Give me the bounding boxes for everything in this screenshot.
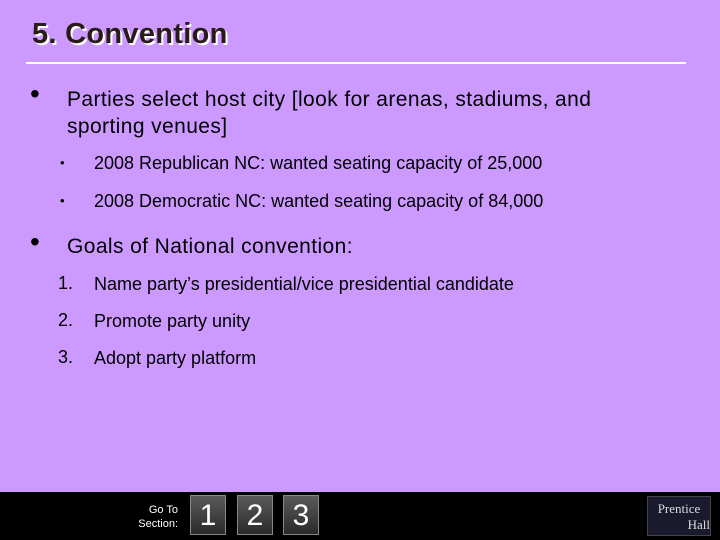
go-to-label-line1: Go To — [148, 504, 178, 516]
sub-bullet-marker: • — [60, 155, 65, 170]
logo-line2: Hall — [687, 517, 710, 532]
prentice-hall-logo — [647, 496, 711, 536]
list-item: Name party’s presidential/vice presidential candidate — [94, 274, 514, 294]
bullet-marker: • — [30, 226, 40, 257]
sub-bullet-text: 2008 Republican NC: wanted seating capacity of 25,000 — [94, 153, 543, 173]
logo-line1: Prentice — [657, 501, 701, 516]
navigation-bar — [0, 492, 720, 540]
bullet-text: Goals of National convention: — [67, 235, 353, 258]
bullet-marker: • — [30, 78, 40, 109]
go-to-section-label — [128, 503, 178, 531]
list-item: Promote party unity — [94, 311, 251, 331]
list-item: Adopt party platform — [94, 348, 257, 368]
slide-title: 5. Convention — [32, 18, 228, 50]
list-number: 2. — [58, 310, 74, 330]
bullet-text-line2: sporting venues] — [67, 115, 228, 138]
bullet-text: Parties select host city [look for arenas, stadiums, and — [67, 88, 592, 111]
list-number: 1. — [58, 273, 74, 293]
section-3-button[interactable]: 3 — [283, 495, 319, 535]
section-2-button[interactable]: 2 — [237, 495, 273, 535]
sub-bullet-marker: • — [60, 193, 65, 208]
section-1-button[interactable]: 1 — [190, 495, 226, 535]
go-to-label-line2: Section: — [138, 518, 178, 530]
list-number: 3. — [58, 347, 74, 367]
sub-bullet-text: 2008 Democratic NC: wanted seating capacity of 84,000 — [94, 191, 544, 211]
title-divider — [26, 62, 686, 64]
